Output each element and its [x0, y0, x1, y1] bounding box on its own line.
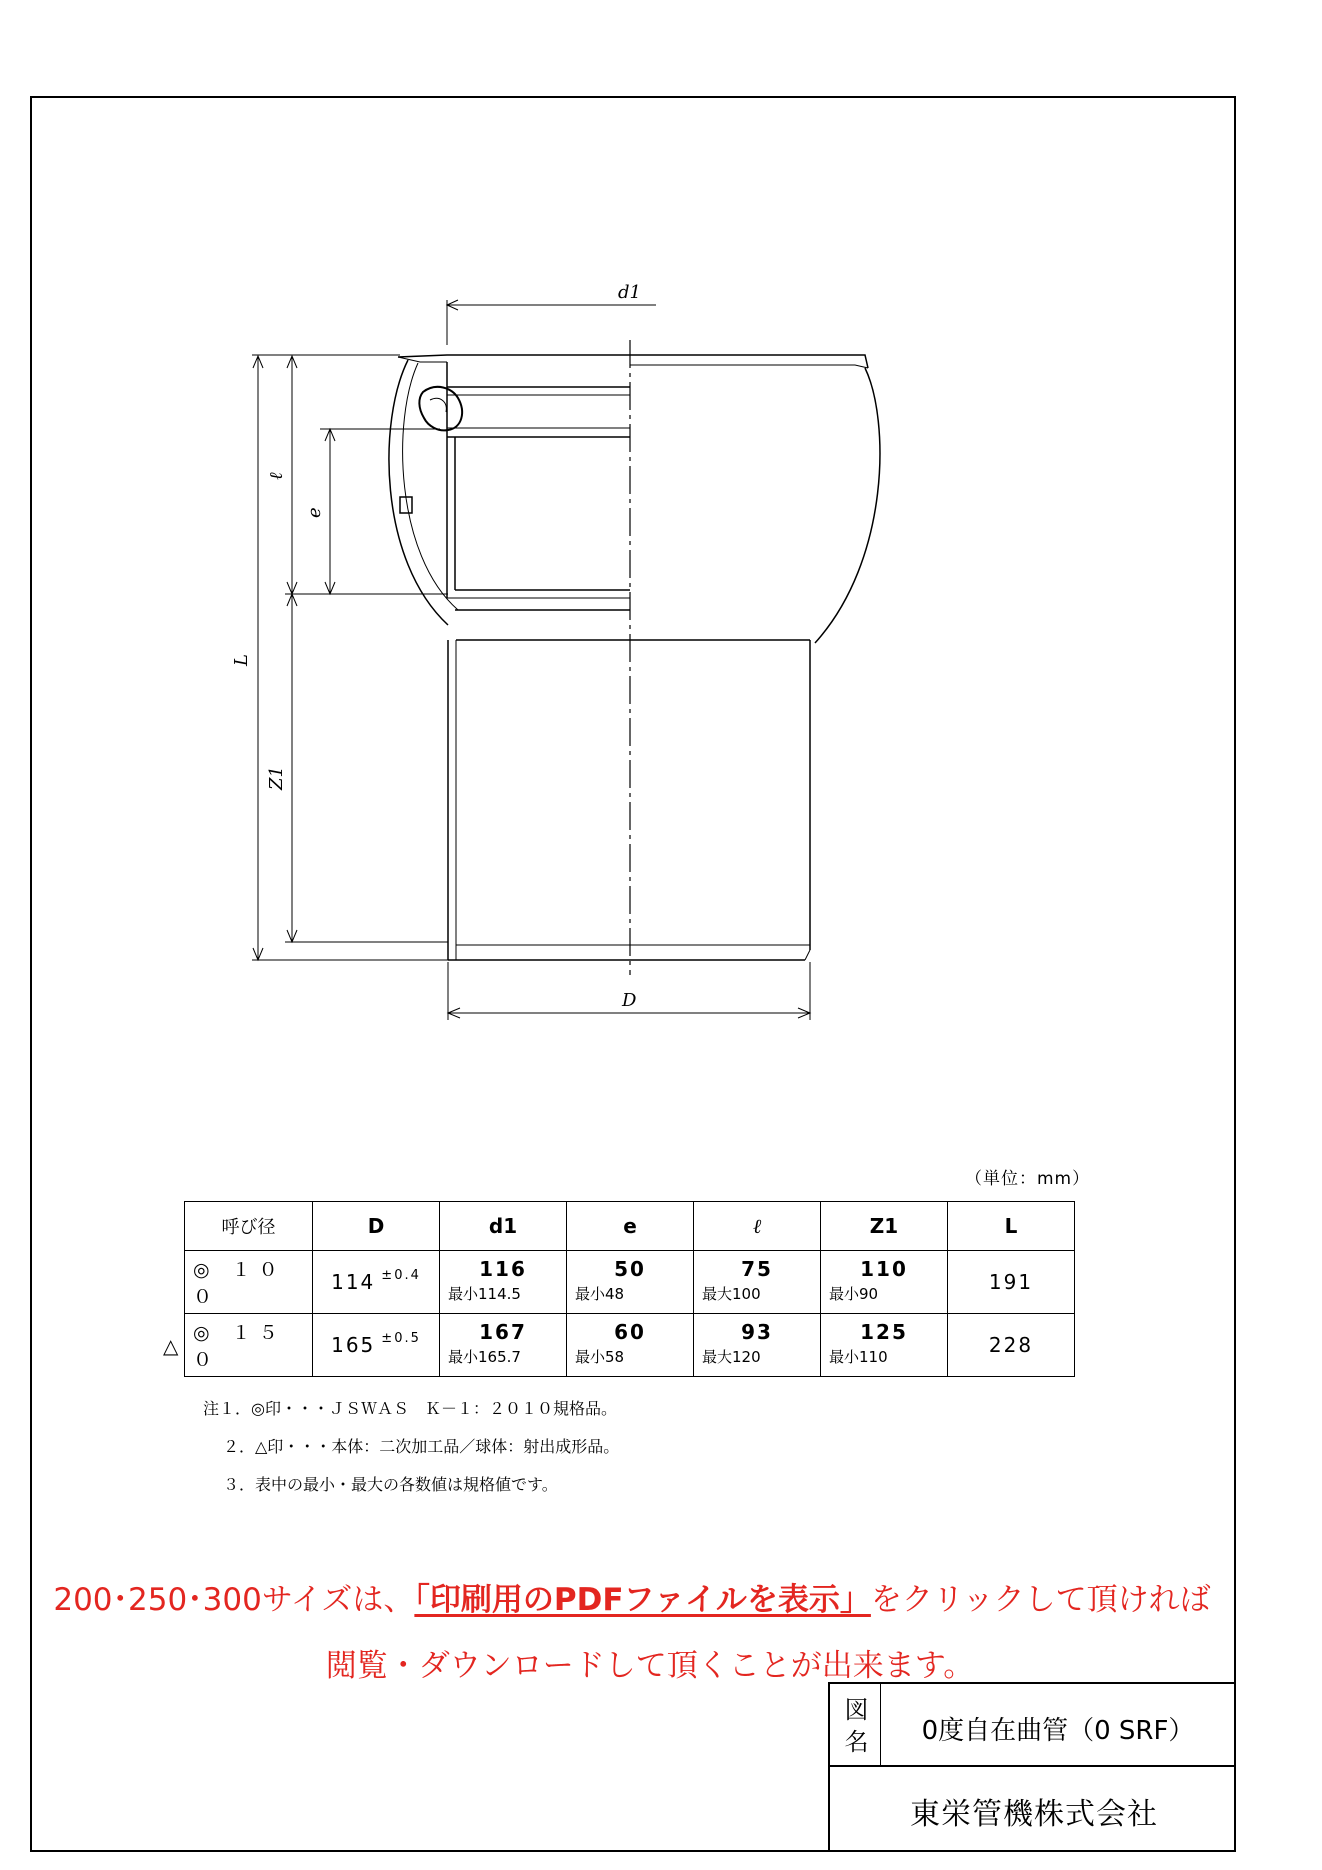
cell-Z1	[821, 1251, 948, 1314]
company-name: 東栄管機株式会社	[910, 1797, 1158, 1832]
cell-l	[694, 1251, 821, 1314]
header-e: e	[567, 1202, 694, 1251]
value-Z1: 110	[860, 1257, 908, 1281]
title-block-label	[828, 1682, 881, 1766]
cell-e	[567, 1314, 694, 1377]
dim-label-Z1: Z1	[266, 766, 287, 790]
note-l: 最大120	[702, 1348, 761, 1366]
note-3: ３．表中の最小・最大の各数値は規格値です。	[223, 1475, 558, 1494]
cell-D	[313, 1251, 440, 1314]
dim-label-d1: d1	[618, 282, 641, 303]
table-row	[185, 1314, 1075, 1377]
cell-e	[567, 1251, 694, 1314]
label-bottom: 名	[844, 1728, 869, 1756]
note-l: 最大100	[702, 1285, 761, 1303]
cell-L: 191	[948, 1251, 1075, 1314]
dim-label-e: e	[304, 507, 325, 518]
note-Z1: 最小90	[829, 1285, 879, 1303]
label-top: 図	[844, 1696, 869, 1724]
cell-size: ◎ １５０	[185, 1314, 313, 1377]
cell-size: ◎ １００	[185, 1251, 313, 1314]
header-d1: d1	[440, 1202, 567, 1251]
notice-line-1	[32, 1574, 1232, 1619]
note-2: ２．△印・・・本体：二次加工品／球体：射出成形品。	[223, 1437, 620, 1456]
cell-L: 228	[948, 1314, 1075, 1377]
value-d1: 116	[479, 1257, 527, 1281]
cell-Z1	[821, 1314, 948, 1377]
unit-label: （単位：mm）	[965, 1169, 1091, 1189]
value-l: 75	[741, 1257, 773, 1281]
note-d1: 最小165.7	[448, 1348, 521, 1366]
notice-text: をクリックして頂ければ	[870, 1582, 1211, 1618]
tolerance-D: ±0.5	[381, 1331, 421, 1346]
note-e: 最小48	[575, 1285, 625, 1303]
value-d1: 167	[479, 1320, 527, 1344]
spec-table	[184, 1201, 1075, 1377]
dim-label-L: L	[231, 654, 252, 666]
cell-D	[313, 1314, 440, 1377]
value-e: 60	[614, 1320, 646, 1344]
drawing-name: 0度自在曲管（0 SRF）	[921, 1716, 1195, 1746]
table-header-row	[185, 1202, 1075, 1251]
header-nominal-size: 呼び径	[185, 1202, 313, 1251]
value-Z1: 125	[860, 1320, 908, 1344]
pdf-link[interactable]: 「印刷用のPDFファイルを表示」	[414, 1582, 871, 1618]
title-block-name	[880, 1682, 1236, 1766]
row-2-pre-mark: △	[163, 1334, 179, 1358]
cell-d1	[440, 1251, 567, 1314]
header-L: L	[948, 1202, 1075, 1251]
value-l: 93	[741, 1320, 773, 1344]
header-Z1: Z1	[821, 1202, 948, 1251]
dim-label-l: ℓ	[266, 472, 287, 480]
note-e: 最小58	[575, 1348, 625, 1366]
tolerance-D: ±0.4	[381, 1268, 421, 1283]
header-D: D	[313, 1202, 440, 1251]
value-e: 50	[614, 1257, 646, 1281]
value-D: 114	[331, 1270, 376, 1294]
header-l: ℓ	[694, 1202, 821, 1251]
notice-text: 200･250･300サイズは、	[53, 1582, 415, 1618]
note-d1: 最小114.5	[448, 1285, 521, 1303]
note-1: 注１．◎印・・・ＪＳＷＡＳ Ｋ－１：２０１０規格品。	[203, 1399, 617, 1418]
cell-l	[694, 1314, 821, 1377]
value-D: 165	[331, 1333, 376, 1357]
dim-label-D: D	[622, 990, 637, 1011]
cell-d1	[440, 1314, 567, 1377]
note-Z1: 最小110	[829, 1348, 888, 1366]
notes	[203, 1390, 619, 1504]
table-row	[185, 1251, 1075, 1314]
notice-line-2: 閲覧・ダウンロードして頂くことが出来ます。	[325, 1648, 975, 1684]
title-block-company	[828, 1765, 1236, 1852]
